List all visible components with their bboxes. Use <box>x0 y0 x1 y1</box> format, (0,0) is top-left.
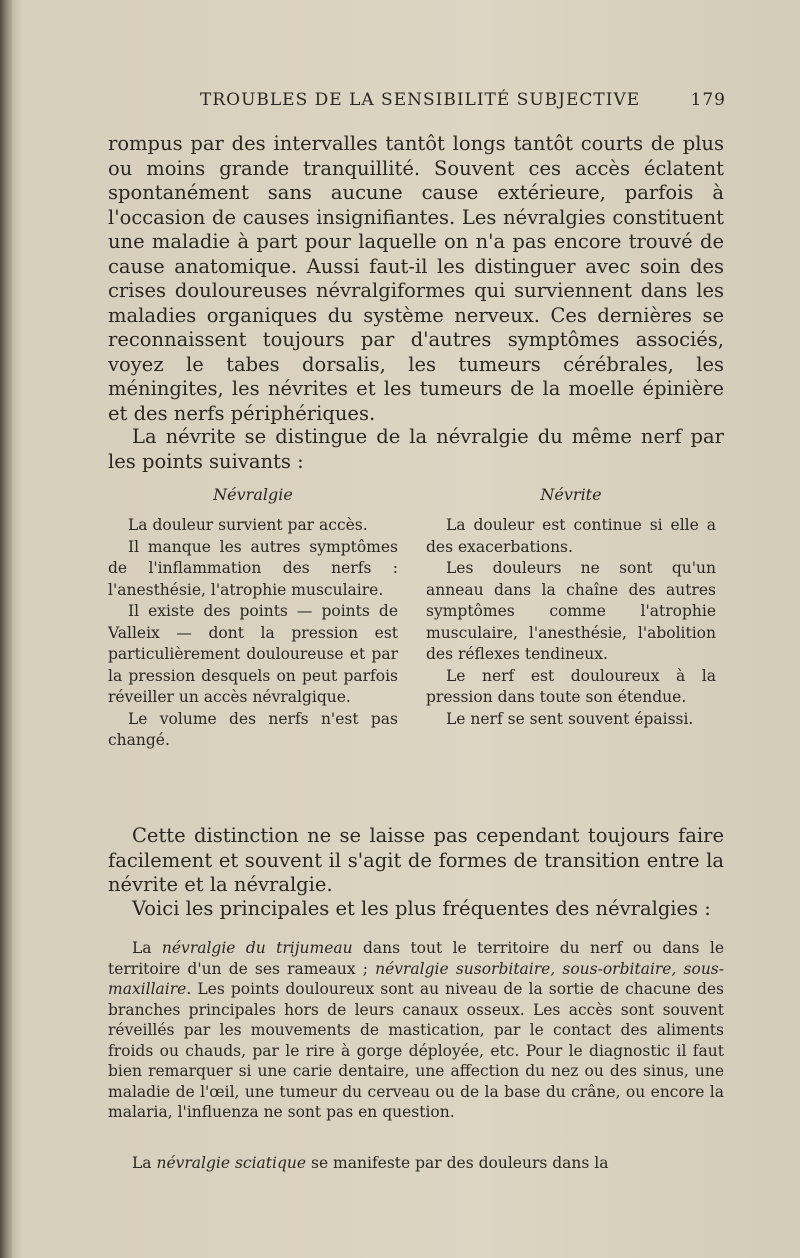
nevralgie-item: Il existe des points — points de Valleix — dont la pression est particulièrement douloureuse et par la pression desquels on peut parfois réveiller un accès névralgique. <box>108 602 398 706</box>
text-run: . Les points douloureux sont au niveau de la sortie de chacune des branches principales hors de leurs canaux osseux. Les accès sont souvent réveillés par les mouvements de mastication, par le contact des aliments froids ou chauds, par le rire à gorge déployée, etc. Pour le diagnostic il faut bien remarquer si une carie dentaire, une affection du nez ou des sinus, une maladie de l'œil, une tumeur du cerveau ou de la base du crâne, ou encore la malaria, l'influenza ne sont pas en question. <box>108 980 724 1121</box>
book-spine-shadow <box>0 0 12 1258</box>
text-run: se manifeste par des douleurs dans la <box>306 1154 609 1172</box>
text-run: La <box>132 939 162 957</box>
page-number: 179 <box>690 90 726 110</box>
page-header <box>200 90 730 116</box>
nevrite-item: La douleur est continue si elle a des exacerbations. <box>426 516 716 556</box>
paragraph-distinction: La névrite se distingue de la névralgie du même nerf par les points suivants : <box>108 425 724 473</box>
column-nevralgie <box>108 485 398 752</box>
term-nevralgie-sciatique: névralgie sciatique <box>156 1154 307 1172</box>
text-run: dans tout le territoire du nerf ou dans le territoire d'un de ses rameaux ; <box>108 939 724 978</box>
nevrite-item: Les douleurs ne sont qu'un anneau dans la chaîne des autres symptômes comme l'atrophie musculaire, l'anesthésie, l'abolition des réflexes tendineux. <box>426 559 716 663</box>
nevralgie-item: Le volume des nerfs n'est pas changé. <box>108 709 398 749</box>
nevralgie-item: Il manque les autres symptômes de l'inflammation des nerfs : l'anesthésie, l'atrophie musculaire. <box>108 537 398 599</box>
nevrite-item: Le nerf est douloureux à la pression dans toute son étendue. <box>426 666 716 706</box>
column-nevrite <box>426 485 716 730</box>
term-nevralgie-trijumeau: névralgie du trijumeau <box>161 939 353 957</box>
running-title: TROUBLES DE LA SENSIBILITÉ SUBJECTIVE <box>200 90 641 110</box>
nevralgie-item: La douleur survient par accès. <box>128 516 368 534</box>
column-heading-nevralgie: Névralgie <box>213 485 293 504</box>
paragraph-trijumeau <box>108 938 724 1123</box>
column-heading-nevrite: Névrite <box>540 485 602 504</box>
paragraph-intro: rompus par des intervalles tantôt longs tantôt courts de plus ou moins grande tranquillité. Souvent ces accès éclatent spontanément sans aucune cause extérieure, parfois à l'occasion de causes insignifiantes. Les névralgies constituent une maladie à part pour laquelle on n'a pas encore trouvé de cause anatomique. Aussi faut-il les distinguer avec soin des crises douloureuses névralgiformes qui surviennent dans les maladies organiques du système nerveux. Ces dernières se reconnaissent toujours par d'autres symptômes associés, voyez le tabes dorsalis, les tumeurs cérébrales, les méningites, les névrites et les tumeurs de la moelle épinière et des nerfs périphériques. <box>108 132 724 425</box>
nevrite-item: Le nerf se sent souvent épaissi. <box>446 709 694 728</box>
term-nevralgie-orbitaire: névralgie susorbitaire, sous-orbitaire, sous-maxillaire <box>108 959 725 998</box>
paragraph-transition: Cette distinction ne se laisse pas cependant toujours faire facilement et souvent il s'agit de formes de transition entre la névrite et la névralgie. <box>108 824 724 896</box>
paragraph-list-intro: Voici les principales et les plus fréquentes des névralgies : <box>132 897 711 920</box>
text-run: La <box>132 1154 157 1172</box>
paragraph-sciatique <box>108 1153 724 1174</box>
